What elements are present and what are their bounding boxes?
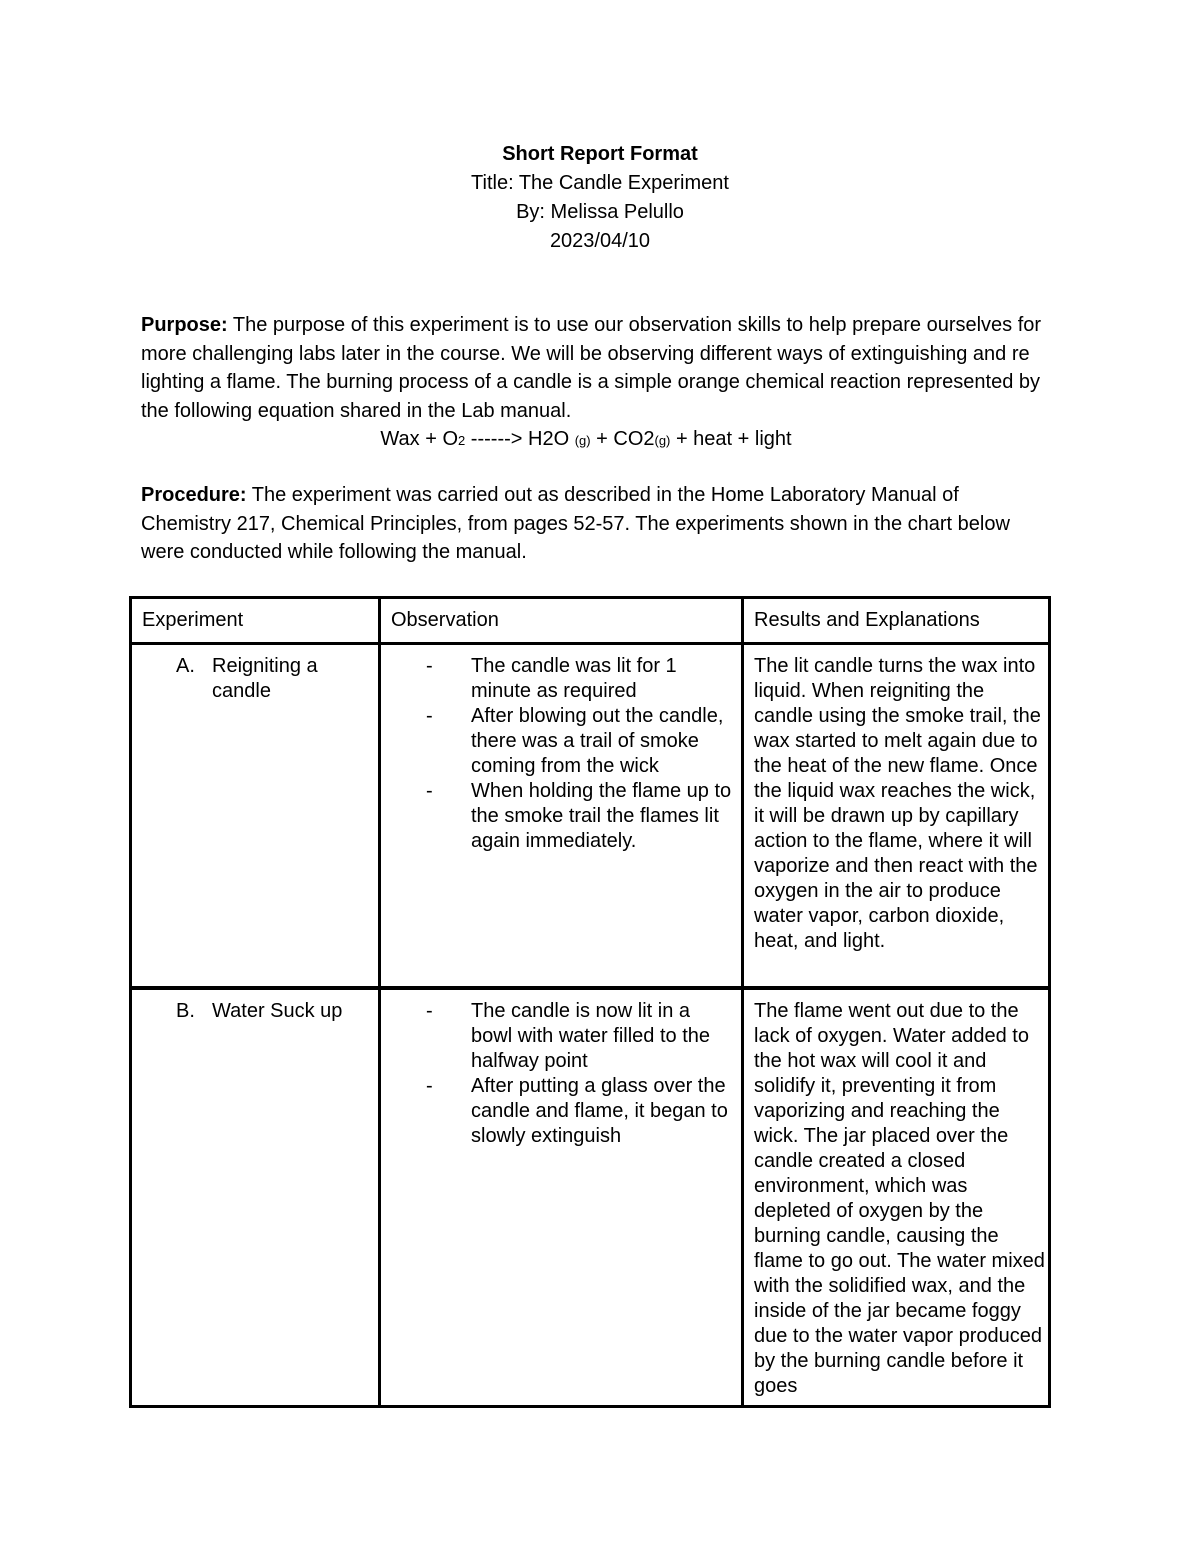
observation-text: When holding the flame up to the smoke trail the flames lit again immediately. (471, 780, 732, 852)
equation-part: ------> H2O (465, 428, 575, 450)
list-item (426, 779, 732, 854)
list-item (426, 704, 732, 779)
bullet-dash: - (426, 655, 433, 677)
bullet-dash: - (426, 1075, 433, 1097)
report-author: By: Melissa Pelullo (516, 201, 684, 223)
table-header-row (131, 598, 1050, 644)
bullet-dash: - (426, 705, 433, 727)
table-row (131, 644, 1050, 989)
column-header-results: Results and Explanations (743, 598, 1050, 644)
experiment-letter: B. (176, 1000, 195, 1022)
equation-subscript: 2 (458, 433, 466, 448)
experiment-letter: A. (176, 655, 195, 677)
result-cell (743, 644, 1050, 989)
column-header-experiment: Experiment (131, 598, 380, 644)
equation-part: + CO2 (590, 428, 655, 450)
results-table (129, 596, 1051, 1408)
procedure-paragraph (141, 481, 1051, 567)
equation-state: (g) (654, 433, 671, 448)
experiment-name: Reigniting a candle (212, 655, 318, 702)
procedure-text: The experiment was carried out as described in the Home Laboratory Manual of Chemistry 217, Chemical Principles, from pages 52-57. The experiments shown in the chart below were conducted while following the manual. (141, 484, 1010, 563)
report-title: Title: The Candle Experiment (471, 172, 729, 194)
report-header (0, 140, 1200, 256)
result-text: The lit candle turns the wax into liquid. When reigniting the candle using the smoke trail, the wax started to melt again due to the heat of the new flame. Once the liquid wax reaches the wick, it will be drawn up by capillary action to the flame, where it will vaporize and then react with the oxygen in the air to produce water vapor, carbon dioxide, heat, and light. (754, 655, 1041, 952)
list-item (426, 654, 732, 704)
experiment-cell (131, 644, 380, 989)
purpose-text: The purpose of this experiment is to use our observation skills to help prepare ourselves for more challenging labs later in the course. We will be observing different ways of extinguishing and re lighting a flame. The burning process of a candle is a simple orange chemical reaction represented by the following equation shared in the Lab manual. (141, 314, 1042, 422)
list-item (426, 1074, 732, 1149)
bullet-dash: - (426, 1000, 433, 1022)
observation-cell (380, 644, 743, 989)
observation-text: The candle is now lit in a bowl with water filled to the halfway point (471, 1000, 711, 1072)
equation-part: Wax + O (380, 428, 459, 450)
purpose-paragraph (141, 311, 1051, 425)
observation-cell (380, 988, 743, 1407)
purpose-label: Purpose: (141, 314, 228, 336)
list-item (426, 999, 732, 1074)
document-title: Short Report Format (502, 143, 698, 165)
result-text: The flame went out due to the lack of oxygen. Water added to the hot wax will cool it and solidify it, preventing it from vaporizing and reaching the wick. The jar placed over the candle created a closed environment, which was depleted of oxygen by the burning candle, causing the flame to go out. The water mixed with the solidified wax, and the inside of the jar became foggy due to the water vapor produced by the burning candle before it goes (754, 1000, 1045, 1397)
table-row (131, 988, 1050, 1407)
purpose-section (141, 311, 1051, 456)
observation-text: After blowing out the candle, there was a trail of smoke coming from the wick (471, 705, 724, 777)
procedure-label: Procedure: (141, 484, 247, 506)
column-header-observation: Observation (380, 598, 743, 644)
observation-text: After putting a glass over the candle and flame, it began to slowly extinguish (471, 1075, 728, 1147)
result-cell (743, 988, 1050, 1407)
combustion-equation (121, 425, 1051, 456)
experiment-cell (131, 988, 380, 1407)
report-date: 2023/04/10 (549, 230, 651, 252)
experiment-name: Water Suck up (212, 1000, 343, 1022)
bullet-dash: - (426, 780, 433, 802)
equation-part: + heat + light (670, 428, 792, 450)
procedure-section (141, 481, 1051, 567)
observation-text: The candle was lit for 1 minute as required (471, 655, 677, 702)
equation-state: (g) (574, 433, 591, 448)
